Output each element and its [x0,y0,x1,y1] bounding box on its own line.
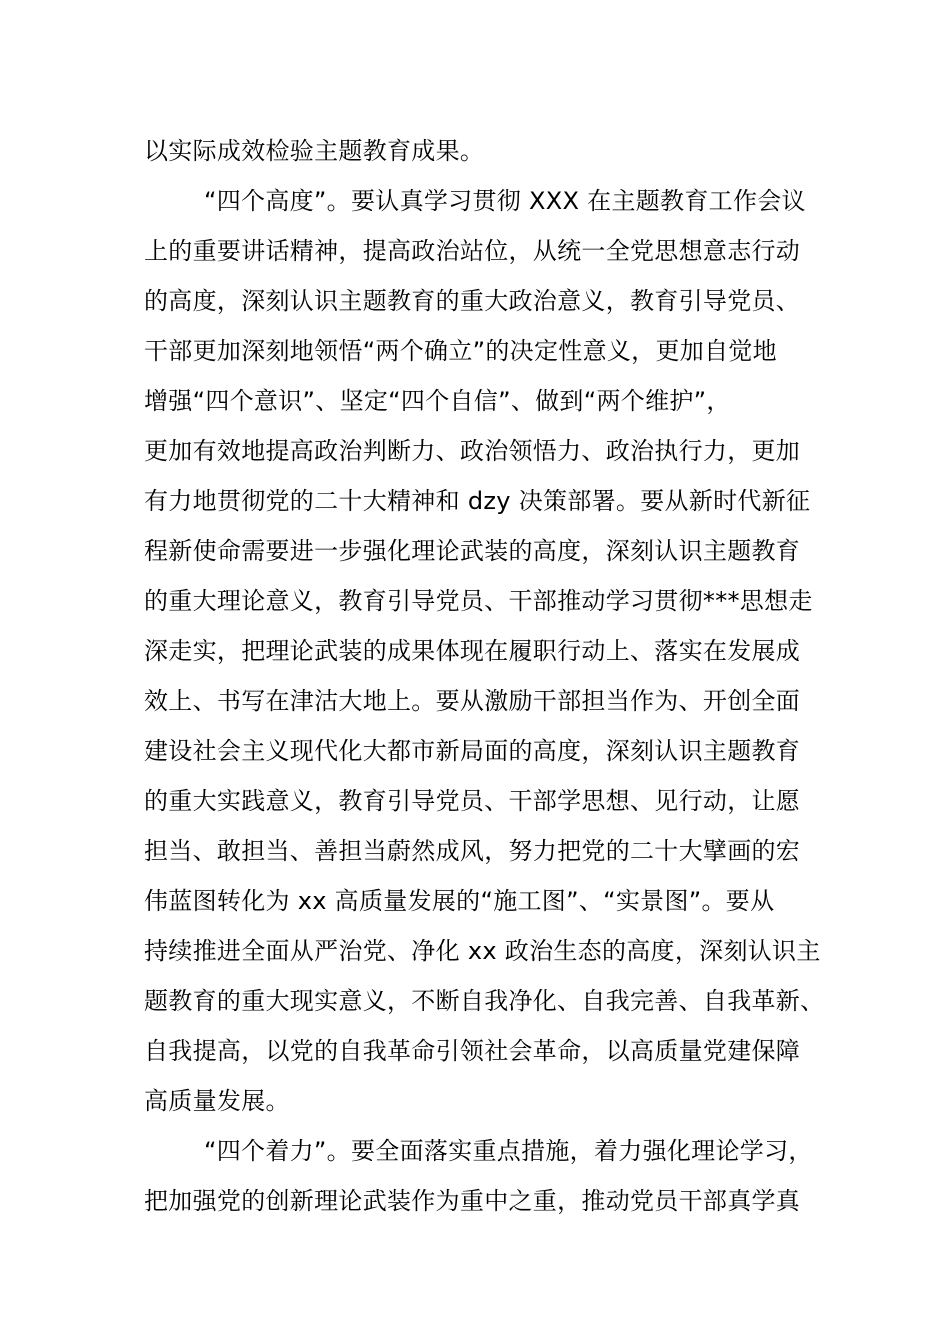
text-line: 上的重要讲话精神，提高政治站位，从统一全党思想意志行动 [144,237,801,265]
text-line: 把加强党的创新理论武装作为重中之重，推动党员干部真学真 [144,1187,801,1215]
text-line: 自我提高，以党的自我革命引领社会革命，以高质量党建保障 [144,1037,801,1065]
text-line: 的高度，深刻认识主题教育的重大政治意义，教育引导党员、 [144,287,801,315]
text-line: 程新使命需要进一步强化理论武装的高度，深刻认识主题教育 [144,537,801,565]
document-body [144,126,834,1226]
paragraph-start-line: “四个高度”。要认真学习贯彻 XXX 在主题教育工作会议 [204,187,806,215]
text-line: 效上、书写在津沽大地上。要从激励干部担当作为、开创全面 [144,687,801,715]
text-line: 更加有效地提高政治判断力、政治领悟力、政治执行力，更加 [144,437,801,465]
paragraph-start-line: “四个着力”。要全面落实重点措施，着力强化理论学习， [204,1137,813,1165]
text-line: 的重大实践意义，教育引导党员、干部学思想、见行动，让愿 [144,787,801,815]
text-line: 担当、敢担当、善担当蔚然成风，努力把党的二十大擘画的宏 [144,837,801,865]
text-line: 高质量发展。 [144,1087,290,1115]
text-line: 有力地贯彻党的二十大精神和 dzy 决策部署。要从新时代新征 [144,487,811,515]
text-line: 题教育的重大现实意义，不断自我净化、自我完善、自我革新、 [144,987,825,1015]
text-line: 干部更加深刻地领悟“两个确立”的决定性意义，更加自觉地 [144,337,777,365]
text-line: 深走实，把理论武装的成果体现在履职行动上、落实在发展成 [144,637,801,665]
text-line: 以实际成效检验主题教育成果。 [144,137,485,165]
text-line: 伟蓝图转化为 xx 高质量发展的“施工图”、“实景图”。要从 [144,887,775,915]
text-line: 增强“四个意识”、坚定“四个自信”、做到“两个维护”， [144,387,731,415]
text-line: 的重大理论意义，教育引导党员、干部推动学习贯彻***思想走 [144,587,813,615]
text-line: 持续推进全面从严治党、净化 xx 政治生态的高度，深刻认识主 [144,937,821,965]
text-line: 建设社会主义现代化大都市新局面的高度，深刻认识主题教育 [144,737,801,765]
